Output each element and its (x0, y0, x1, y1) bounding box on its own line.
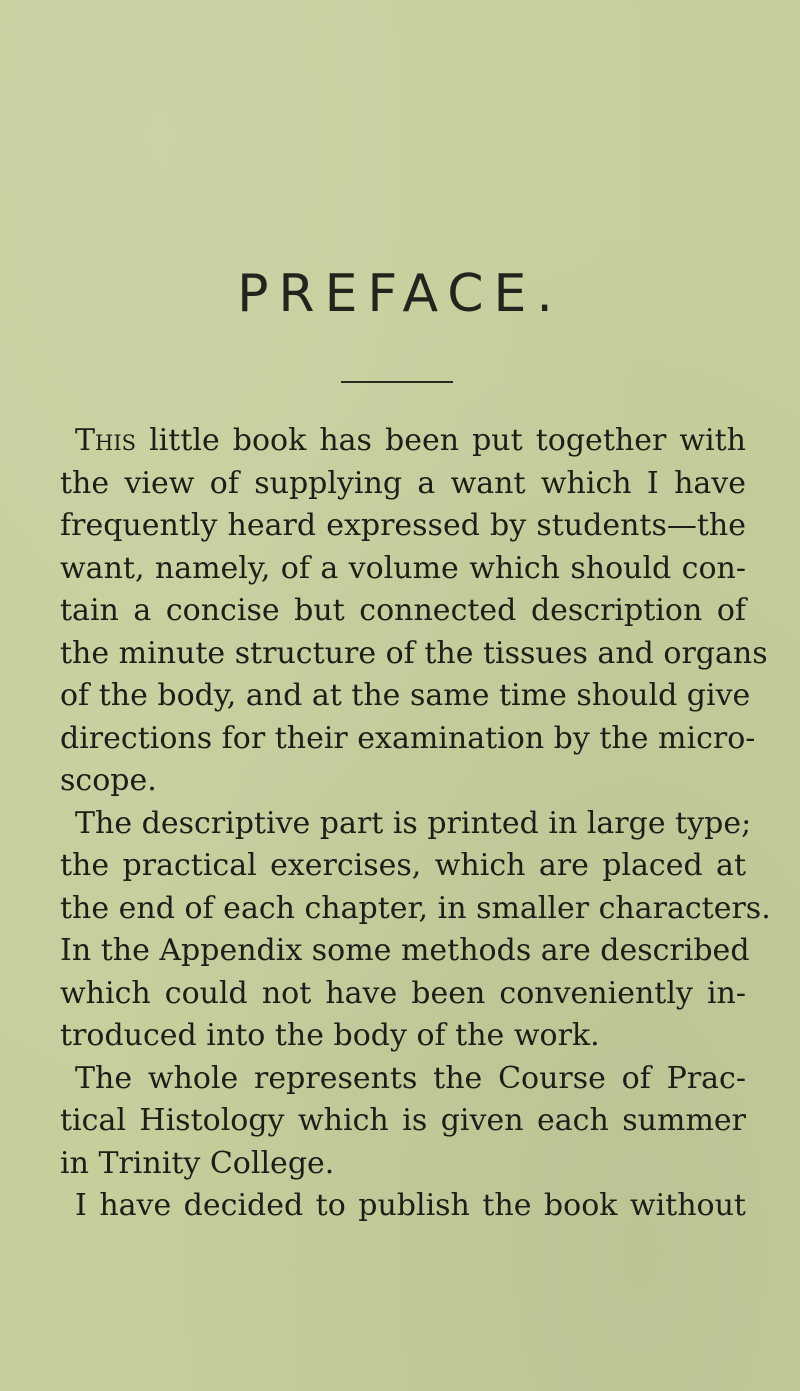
title-rule (341, 381, 453, 383)
text-line: I have decided to publish the book without (75, 1188, 746, 1223)
preface-body (60, 420, 771, 1228)
text-line: troduced into the body of the work. (60, 1018, 600, 1053)
paragraph-2 (60, 803, 771, 1058)
text-line: directions for their examination by the micro- (60, 720, 756, 756)
text-line: the practical exercises, which are placed at (60, 848, 746, 883)
text-line: the end of each chapter, in smaller characters. (60, 890, 771, 926)
paragraph-3 (60, 1058, 746, 1186)
text-line: frequently heard expressed by students—the (60, 508, 746, 543)
text-line: The whole represents the Course of Prac- (75, 1060, 746, 1096)
text-line: in Trinity College. (60, 1145, 335, 1181)
paragraph-4 (60, 1185, 746, 1228)
page-title: PREFACE. (237, 264, 563, 324)
text-line (60, 420, 746, 463)
paragraph-1 (60, 420, 768, 803)
text-line: the view of supplying a want which I have (60, 465, 746, 501)
text-line: tical Histology which is given each summer (60, 1103, 746, 1138)
text-line: of the body, and at the same time should give (60, 678, 751, 713)
text-line: which could not have been conveniently in- (60, 975, 746, 1011)
text-line: scope. (60, 763, 157, 798)
text-line: In the Appendix some methods are described (60, 933, 750, 968)
text-line: want, namely, of a volume which should con- (60, 550, 746, 586)
text-line: The descriptive part is printed in large type; (75, 805, 752, 841)
text-line: the minute structure of the tissues and organs (60, 635, 768, 671)
lead-word: This (75, 423, 137, 458)
line-rest: little book has been put together with (136, 423, 746, 458)
text-line: tain a concise but connected description of (60, 593, 746, 628)
